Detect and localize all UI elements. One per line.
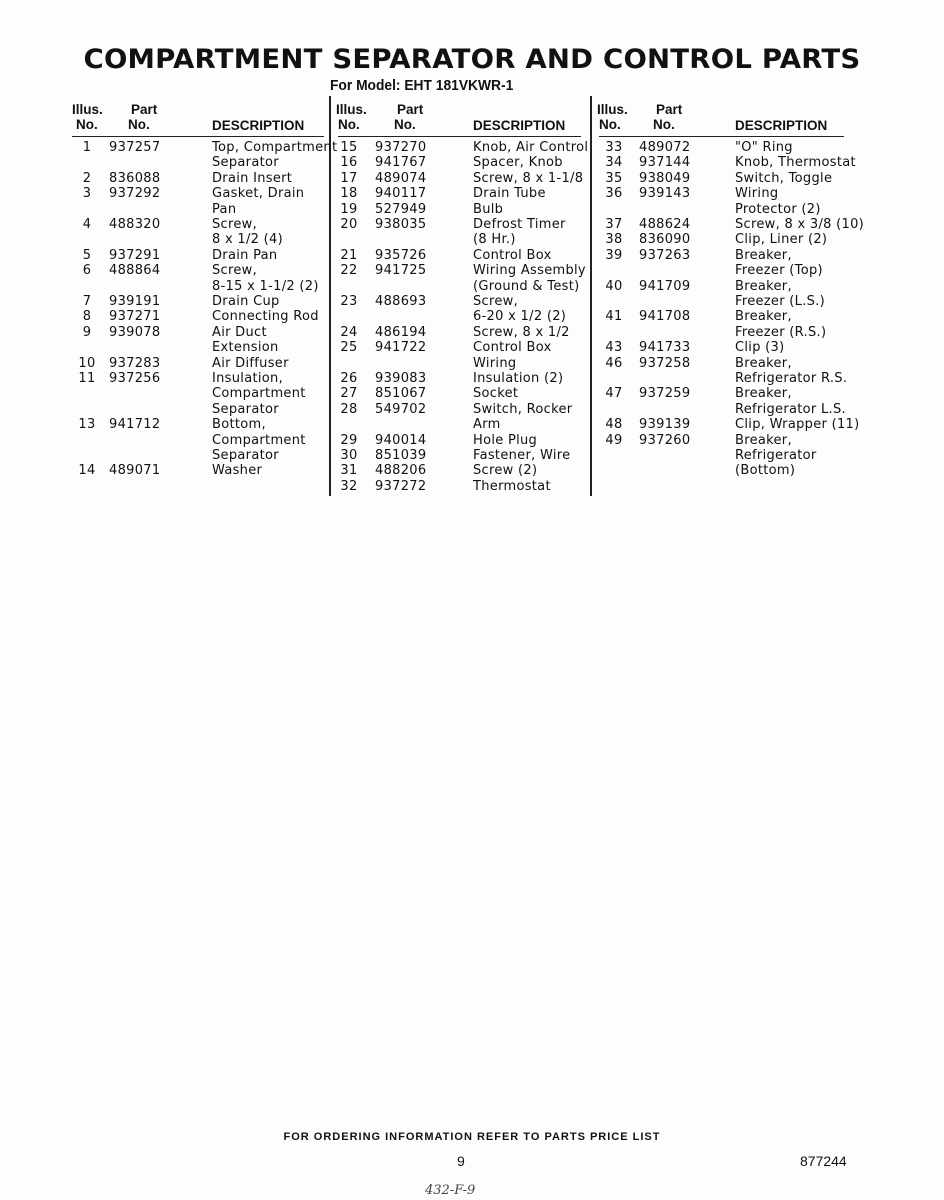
part-description: Screw, 8 x 3/8 (10) bbox=[735, 216, 865, 232]
part-row bbox=[338, 386, 581, 401]
illus-number: 47 bbox=[605, 386, 623, 402]
part-row bbox=[599, 232, 844, 247]
part-row bbox=[599, 340, 844, 355]
illus-number: 27 bbox=[340, 386, 358, 402]
illus-number: 34 bbox=[605, 155, 623, 171]
illus-number: 40 bbox=[605, 278, 623, 294]
part-number: 939083 bbox=[375, 370, 427, 386]
parts-list bbox=[72, 140, 338, 479]
part-description: Drain Cup bbox=[212, 293, 280, 309]
illus-number: 43 bbox=[605, 340, 623, 356]
part-description: Drain Tube bbox=[473, 186, 546, 202]
illus-number: 13 bbox=[78, 417, 96, 433]
part-row bbox=[599, 279, 844, 310]
document-number: 877244 bbox=[800, 1153, 847, 1169]
part-header: Part bbox=[397, 102, 424, 117]
part-row bbox=[338, 217, 581, 248]
part-description: Freezer (R.S.) bbox=[735, 324, 827, 340]
illus-number: 41 bbox=[605, 309, 623, 325]
illus-no-header: No. bbox=[338, 117, 360, 132]
part-description: Screw, bbox=[212, 216, 258, 232]
part-row bbox=[72, 171, 324, 186]
illus-number: 36 bbox=[605, 186, 623, 202]
part-description: Separator bbox=[212, 401, 279, 417]
part-number: 941733 bbox=[639, 340, 691, 356]
part-row bbox=[72, 294, 324, 309]
part-description: Air Duct bbox=[212, 324, 267, 340]
part-number: 937272 bbox=[375, 478, 427, 494]
part-no-header: No. bbox=[653, 117, 675, 132]
part-number: 489074 bbox=[375, 170, 427, 186]
part-number: 939191 bbox=[109, 293, 161, 309]
illus-number: 30 bbox=[340, 447, 358, 463]
part-description: Drain Insert bbox=[212, 170, 293, 186]
part-row bbox=[72, 463, 324, 478]
description-header: DESCRIPTION bbox=[735, 118, 828, 133]
ordering-footer: FOR ORDERING INFORMATION REFER TO PARTS PRICE LIST bbox=[283, 1131, 661, 1143]
column-divider-2 bbox=[590, 96, 592, 496]
part-description: Control Box bbox=[473, 340, 552, 356]
part-row bbox=[338, 155, 581, 170]
part-description: Wiring bbox=[473, 355, 517, 371]
part-description: Refrigerator R.S. bbox=[735, 370, 848, 386]
part-number: 937291 bbox=[109, 247, 161, 263]
part-row bbox=[599, 186, 844, 217]
illus-number: 33 bbox=[605, 140, 623, 155]
illus-header: Illus. bbox=[597, 102, 628, 117]
part-description: Arm bbox=[473, 417, 501, 433]
page-number: 9 bbox=[457, 1153, 465, 1169]
parts-column-2 bbox=[336, 100, 589, 494]
illus-number: 31 bbox=[340, 463, 358, 479]
part-description: Clip, Liner (2) bbox=[735, 232, 828, 248]
part-row bbox=[338, 202, 581, 217]
part-row bbox=[599, 248, 844, 279]
part-description: (Ground & Test) bbox=[473, 278, 580, 294]
part-number: 488206 bbox=[375, 463, 427, 479]
illus-number: 7 bbox=[82, 293, 92, 309]
description-header: DESCRIPTION bbox=[473, 118, 566, 133]
part-description: Washer bbox=[212, 463, 263, 479]
part-number: 939078 bbox=[109, 324, 161, 340]
part-row bbox=[338, 170, 584, 186]
part-description: (8 Hr.) bbox=[473, 232, 516, 248]
part-number: 941712 bbox=[109, 417, 161, 433]
part-row bbox=[72, 263, 324, 294]
part-description: Air Diffuser bbox=[212, 355, 289, 371]
part-row bbox=[338, 371, 581, 386]
part-number: 938049 bbox=[639, 170, 691, 186]
part-description: Breaker, bbox=[735, 355, 792, 371]
illus-number: 21 bbox=[340, 247, 358, 263]
part-description: Refrigerator bbox=[735, 447, 817, 463]
part-row bbox=[599, 216, 865, 232]
part-description: Breaker, bbox=[735, 432, 792, 448]
part-description: Breaker, bbox=[735, 247, 792, 263]
part-number: 935726 bbox=[375, 247, 427, 263]
part-row bbox=[72, 417, 324, 463]
illus-number: 10 bbox=[78, 355, 96, 371]
part-row bbox=[599, 386, 844, 417]
part-description: Top, Compartment bbox=[212, 140, 338, 155]
description-header: DESCRIPTION bbox=[212, 118, 305, 133]
illus-number: 22 bbox=[340, 263, 358, 279]
part-row bbox=[338, 402, 581, 433]
part-description: Screw, bbox=[212, 263, 258, 279]
part-number: 938035 bbox=[375, 216, 427, 232]
part-description: Insulation (2) bbox=[473, 370, 564, 386]
part-description: 8-15 x 1-1/2 (2) bbox=[212, 278, 319, 294]
part-description: Extension bbox=[212, 340, 279, 356]
part-description: (Bottom) bbox=[735, 463, 796, 479]
part-number: 488864 bbox=[109, 263, 161, 279]
illus-number: 17 bbox=[340, 170, 358, 186]
part-row bbox=[72, 309, 324, 324]
part-number: 549702 bbox=[375, 401, 427, 417]
part-number: 940014 bbox=[375, 432, 427, 448]
illus-number: 15 bbox=[340, 140, 358, 155]
part-no-header: No. bbox=[394, 117, 416, 132]
model-subtitle: For Model: EHT 181VKWR-1 bbox=[330, 77, 514, 94]
part-row bbox=[338, 294, 581, 325]
part-description: Spacer, Knob bbox=[473, 155, 563, 171]
part-row bbox=[72, 140, 338, 171]
part-row bbox=[72, 371, 324, 417]
handwritten-note: 432-F-9 bbox=[425, 1183, 476, 1198]
part-description: Protector (2) bbox=[735, 201, 821, 217]
part-description: Screw, 8 x 1/2 bbox=[473, 324, 570, 340]
part-row bbox=[599, 417, 860, 433]
part-row bbox=[338, 479, 581, 494]
part-description: Knob, Air Control bbox=[473, 140, 589, 155]
part-description: Pan bbox=[212, 201, 237, 217]
illus-number: 23 bbox=[340, 293, 358, 309]
part-number: 941708 bbox=[639, 309, 691, 325]
part-row bbox=[338, 463, 581, 478]
part-number: 937256 bbox=[109, 370, 161, 386]
part-description: Freezer (Top) bbox=[735, 263, 823, 279]
illus-number: 46 bbox=[605, 355, 623, 371]
part-number: 486194 bbox=[375, 324, 427, 340]
illus-number: 8 bbox=[82, 309, 92, 325]
part-description: "O" Ring bbox=[735, 140, 793, 155]
illus-no-header: No. bbox=[76, 117, 98, 132]
part-description: Insulation, bbox=[212, 370, 283, 386]
illus-number: 24 bbox=[340, 324, 358, 340]
part-row bbox=[338, 186, 581, 201]
illus-number: 4 bbox=[82, 216, 92, 232]
part-row bbox=[72, 217, 324, 248]
part-description: Control Box bbox=[473, 247, 552, 263]
part-number: 937283 bbox=[109, 355, 161, 371]
part-description: Wiring bbox=[735, 186, 779, 202]
part-row bbox=[72, 248, 324, 263]
part-description: Breaker, bbox=[735, 278, 792, 294]
illus-number: 48 bbox=[605, 417, 623, 433]
illus-number: 39 bbox=[605, 247, 623, 263]
part-description: Screw (2) bbox=[473, 463, 538, 479]
illus-header: Illus. bbox=[72, 102, 103, 117]
illus-header: Illus. bbox=[336, 102, 367, 117]
part-description: Gasket, Drain bbox=[212, 186, 305, 202]
illus-no-header: No. bbox=[599, 117, 621, 132]
part-description: Fastener, Wire bbox=[473, 447, 571, 463]
part-number: 937257 bbox=[109, 140, 161, 155]
illus-number: 11 bbox=[78, 370, 96, 386]
illus-number: 49 bbox=[605, 432, 623, 448]
part-row bbox=[338, 263, 586, 294]
illus-number: 16 bbox=[340, 155, 358, 171]
part-description: 8 x 1/2 (4) bbox=[212, 232, 283, 248]
part-description: Switch, Toggle bbox=[735, 170, 833, 186]
part-number: 941722 bbox=[375, 340, 427, 356]
column-divider-1 bbox=[329, 96, 331, 496]
parts-column-3 bbox=[597, 100, 865, 479]
part-description: Compartment bbox=[212, 432, 306, 448]
part-description: Screw, bbox=[473, 293, 519, 309]
part-number: 937270 bbox=[375, 140, 427, 155]
part-description: Bottom, bbox=[212, 417, 266, 433]
part-description: 6-20 x 1/2 (2) bbox=[473, 309, 567, 325]
part-number: 939143 bbox=[639, 186, 691, 202]
part-row bbox=[599, 155, 856, 171]
part-header: Part bbox=[656, 102, 683, 117]
part-number: 937258 bbox=[639, 355, 691, 371]
part-number: 937271 bbox=[109, 309, 161, 325]
part-number: 937292 bbox=[109, 186, 161, 202]
part-row bbox=[338, 340, 581, 371]
part-row bbox=[599, 355, 848, 387]
part-description: Wiring Assembly bbox=[473, 263, 586, 279]
illus-number: 38 bbox=[605, 232, 623, 248]
parts-list bbox=[338, 140, 589, 494]
part-number: 941709 bbox=[639, 278, 691, 294]
illus-number: 32 bbox=[340, 478, 358, 494]
illus-number: 2 bbox=[82, 170, 92, 186]
part-description: Bulb bbox=[473, 201, 504, 217]
part-number: 939139 bbox=[639, 417, 691, 433]
illus-number: 9 bbox=[82, 324, 92, 340]
illus-number: 18 bbox=[340, 186, 358, 202]
illus-number: 37 bbox=[605, 216, 623, 232]
part-description: Thermostat bbox=[473, 478, 551, 494]
part-description: Connecting Rod bbox=[212, 309, 319, 325]
part-row bbox=[338, 325, 581, 340]
parts-column-1 bbox=[72, 100, 338, 479]
part-description: Compartment bbox=[212, 386, 306, 402]
part-number: 489071 bbox=[109, 463, 161, 479]
illus-number: 3 bbox=[82, 186, 92, 202]
part-description: Breaker, bbox=[735, 309, 792, 325]
part-description: Defrost Timer bbox=[473, 216, 566, 232]
part-number: 937259 bbox=[639, 386, 691, 402]
part-description: Switch, Rocker bbox=[473, 401, 573, 417]
part-description: Clip (3) bbox=[735, 340, 785, 356]
illus-number: 5 bbox=[82, 247, 92, 263]
part-row bbox=[599, 171, 844, 186]
part-number: 836088 bbox=[109, 170, 161, 186]
page-title: COMPARTMENT SEPARATOR AND CONTROL PARTS bbox=[83, 44, 861, 75]
part-description: Separator bbox=[212, 447, 279, 463]
part-description: Hole Plug bbox=[473, 432, 538, 448]
illus-number: 20 bbox=[340, 216, 358, 232]
part-description: Breaker, bbox=[735, 386, 792, 402]
column-header bbox=[599, 100, 844, 137]
column-header bbox=[338, 100, 581, 137]
part-number: 937260 bbox=[639, 432, 691, 448]
part-number: 940117 bbox=[375, 186, 427, 202]
part-number: 488320 bbox=[109, 216, 161, 232]
illus-number: 19 bbox=[340, 201, 358, 217]
part-number: 488693 bbox=[375, 293, 427, 309]
part-description: Clip, Wrapper (11) bbox=[735, 417, 860, 433]
part-description: Knob, Thermostat bbox=[735, 155, 856, 171]
part-row bbox=[338, 140, 589, 155]
part-number: 937263 bbox=[639, 247, 691, 263]
part-number: 937144 bbox=[639, 155, 691, 171]
part-no-header: No. bbox=[128, 117, 150, 132]
part-number: 941725 bbox=[375, 263, 427, 279]
part-description: Socket bbox=[473, 386, 519, 402]
part-row bbox=[72, 325, 324, 356]
part-row bbox=[72, 186, 324, 217]
part-number: 851039 bbox=[375, 447, 427, 463]
part-description: Separator bbox=[212, 155, 279, 171]
part-row bbox=[599, 309, 844, 340]
part-header: Part bbox=[131, 102, 158, 117]
part-description: Refrigerator L.S. bbox=[735, 401, 846, 417]
part-description: Screw, 8 x 1-1/8 bbox=[473, 170, 584, 186]
part-description: Freezer (L.S.) bbox=[735, 293, 825, 309]
illus-number: 1 bbox=[82, 140, 92, 155]
illus-number: 6 bbox=[82, 263, 92, 279]
part-row bbox=[599, 433, 844, 479]
illus-number: 26 bbox=[340, 370, 358, 386]
parts-list bbox=[599, 140, 865, 479]
part-row bbox=[338, 448, 581, 463]
part-row bbox=[72, 356, 324, 371]
part-row bbox=[599, 140, 844, 155]
part-number: 489072 bbox=[639, 140, 691, 155]
part-row bbox=[338, 248, 581, 263]
part-number: 941767 bbox=[375, 155, 427, 171]
illus-number: 29 bbox=[340, 432, 358, 448]
part-row bbox=[338, 433, 581, 448]
part-number: 488624 bbox=[639, 216, 691, 232]
column-header bbox=[72, 100, 324, 137]
illus-number: 28 bbox=[340, 401, 358, 417]
illus-number: 35 bbox=[605, 170, 623, 186]
illus-number: 14 bbox=[78, 463, 96, 479]
part-number: 836090 bbox=[639, 232, 691, 248]
part-number: 527949 bbox=[375, 201, 427, 217]
illus-number: 25 bbox=[340, 340, 358, 356]
part-description: Drain Pan bbox=[212, 247, 278, 263]
part-number: 851067 bbox=[375, 386, 427, 402]
